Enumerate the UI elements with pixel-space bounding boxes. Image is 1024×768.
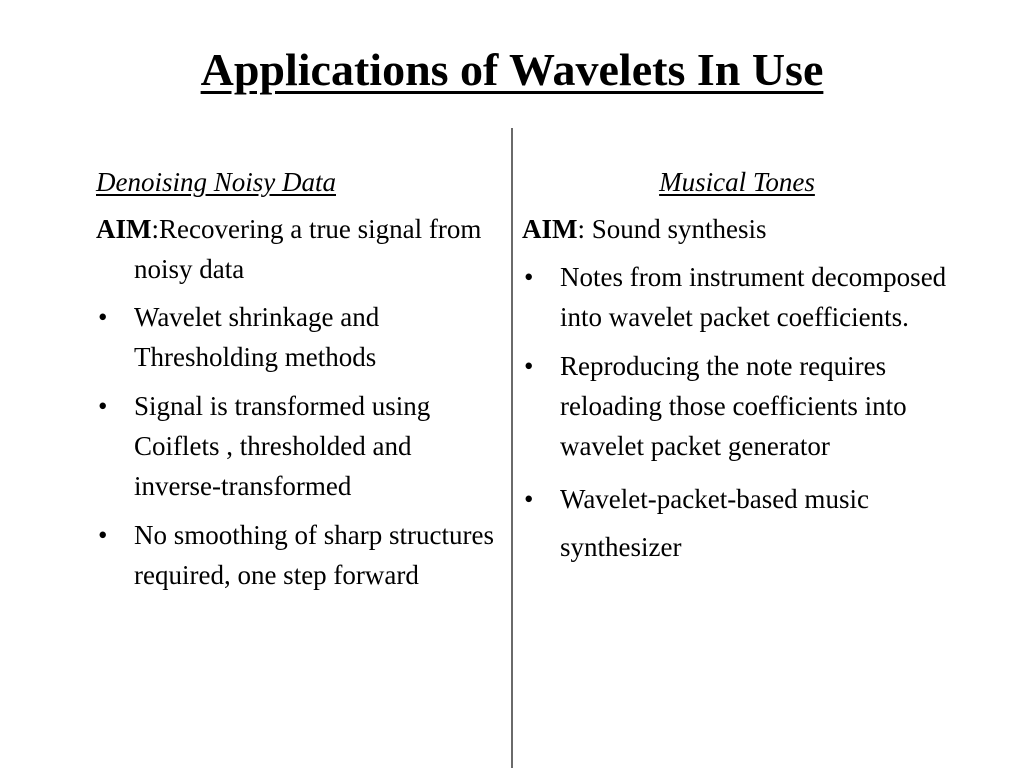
column-divider [511, 128, 513, 768]
list-item [522, 475, 972, 571]
bullet-text: Notes from instrument decomposed into wavelet packet coefficients. [560, 262, 947, 332]
right-column [522, 164, 972, 580]
bullet-icon: • [524, 484, 534, 514]
right-aim-text: : Sound synthesis [577, 214, 767, 244]
left-aim-label: AIM [96, 214, 152, 244]
list-item [522, 257, 972, 337]
right-aim [522, 209, 972, 249]
list-item [96, 297, 496, 377]
slide-title: Applications of Wavelets In Use [200, 44, 824, 95]
left-aim [96, 209, 496, 289]
bullet-text: No smoothing of sharp structures required, one step forward [134, 520, 494, 590]
right-column-heading: Musical Tones [659, 167, 815, 197]
left-column [96, 164, 496, 604]
left-bullet-list [96, 297, 496, 595]
right-aim-label: AIM [522, 214, 578, 244]
left-aim-text: :Recovering a true signal from noisy data [134, 214, 482, 284]
bullet-text: Reproducing the note requires reloading those coefficients into wavelet packet generator [560, 351, 907, 461]
bullet-icon: • [524, 262, 534, 292]
list-item [96, 515, 496, 595]
bullet-text: Signal is transformed using Coiflets , thresholded and inverse-transformed [134, 391, 431, 501]
bullet-icon: • [98, 520, 108, 550]
list-item [96, 386, 496, 506]
bullet-text: Wavelet-packet-based music synthesizer [560, 484, 869, 562]
bullet-icon: • [524, 351, 534, 381]
bullet-text: Wavelet shrinkage and Thresholding methods [134, 302, 380, 372]
bullet-icon: • [98, 391, 108, 421]
left-column-heading: Denoising Noisy Data [96, 167, 336, 197]
right-bullet-list [522, 257, 972, 571]
bullet-icon: • [98, 302, 108, 332]
list-item [522, 346, 972, 466]
